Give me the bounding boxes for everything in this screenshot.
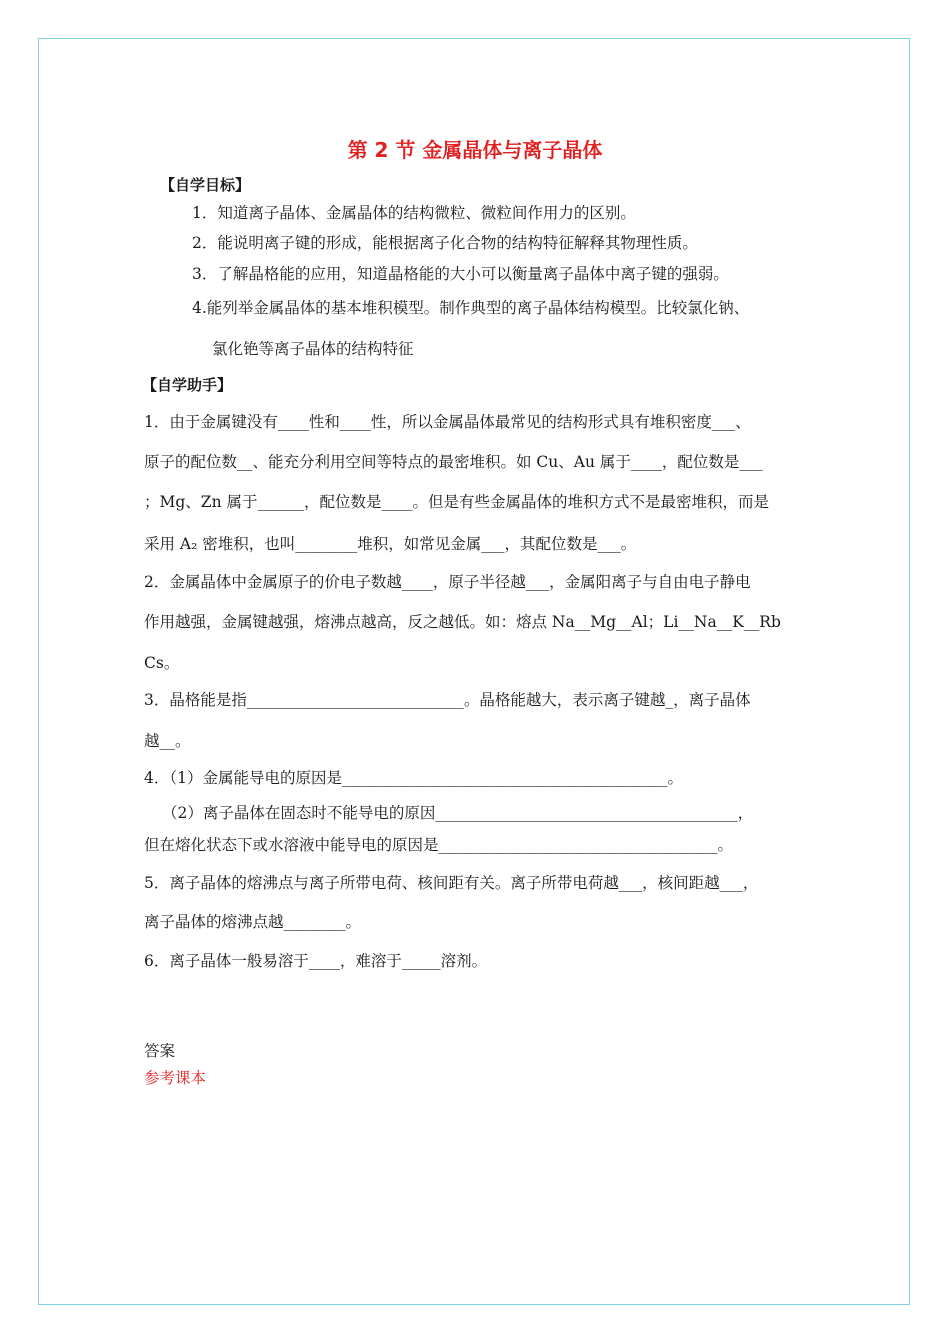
helper-line-14: 离子晶体的熔沸点越________。 (144, 913, 362, 931)
answer-label: 答案 (144, 1042, 176, 1060)
goals-heading: 【自学目标】 (160, 176, 251, 194)
goal-item-3: 3．了解晶格能的应用，知道晶格能的大小可以衡量离子晶体中离子键的强弱。 (192, 265, 729, 283)
helper-line-10: 4．（1）金属能导电的原因是__________________________________________。 (144, 769, 683, 787)
helper-line-12: 但在熔化状态下或水溶液中能导电的原因是____________________________________。 (144, 836, 734, 854)
helper-line-4: 采用 A₂ 密堆积，也叫________堆积，如常见金属___，其配位数是___。 (144, 535, 637, 553)
goal-item-2: 2．能说明离子键的形成，能根据离子化合物的结构特征解释其物理性质。 (192, 234, 698, 252)
helper-line-9: 越__。 (144, 732, 191, 750)
helper-line-2: 原子的配位数__、能充分利用空间等特点的最密堆积。如 Cu、Au 属于____，配位数是___ (144, 453, 763, 471)
page-title: 第 2 节 金属晶体与离子晶体 (347, 138, 603, 162)
answer-text: 参考课本 (144, 1069, 207, 1087)
helper-line-7: Cs。 (144, 654, 180, 672)
helper-line-13: 5．离子晶体的熔沸点与离子所带电荷、核间距有关。离子所带电荷越___，核间距越___， (144, 874, 759, 892)
helper-line-6: 作用越强，金属键越强，熔沸点越高，反之越低。如：熔点 Na__Mg__Al；Li__Na__K__Rb (144, 613, 781, 631)
goal-item-4: 4.能列举金属晶体的基本堆积模型。制作典型的离子晶体结构模型。比较氯化钠、 (192, 299, 750, 317)
helper-line-3: ；Mg、Zn 属于______，配位数是____。但是有些金属晶体的堆积方式不是最密堆积，而是 (144, 493, 769, 511)
helper-line-5: 2．金属晶体中金属原子的价电子数越____，原子半径越___，金属阳离子与自由电子静电 (144, 573, 751, 591)
helper-line-15: 6．离子晶体一般易溶于____，难溶于_____溶剂。 (144, 952, 488, 970)
helper-line-1: 1．由于金属键没有____性和____性，所以金属晶体最常见的结构形式具有堆积密度___、 (144, 413, 751, 431)
helper-line-8: 3．晶格能是指____________________________。晶格能越大，表示离子键越_，离子晶体 (144, 691, 751, 709)
goal-item-4-cont: 氯化铯等离子晶体的结构特征 (212, 340, 414, 358)
helper-heading: 【自学助手】 (142, 376, 233, 394)
goal-item-1: 1．知道离子晶体、金属晶体的结构微粒、微粒间作用力的区别。 (192, 204, 636, 222)
helper-line-11: （2）离子晶体在固态时不能导电的原因_______________________________________， (162, 804, 754, 822)
